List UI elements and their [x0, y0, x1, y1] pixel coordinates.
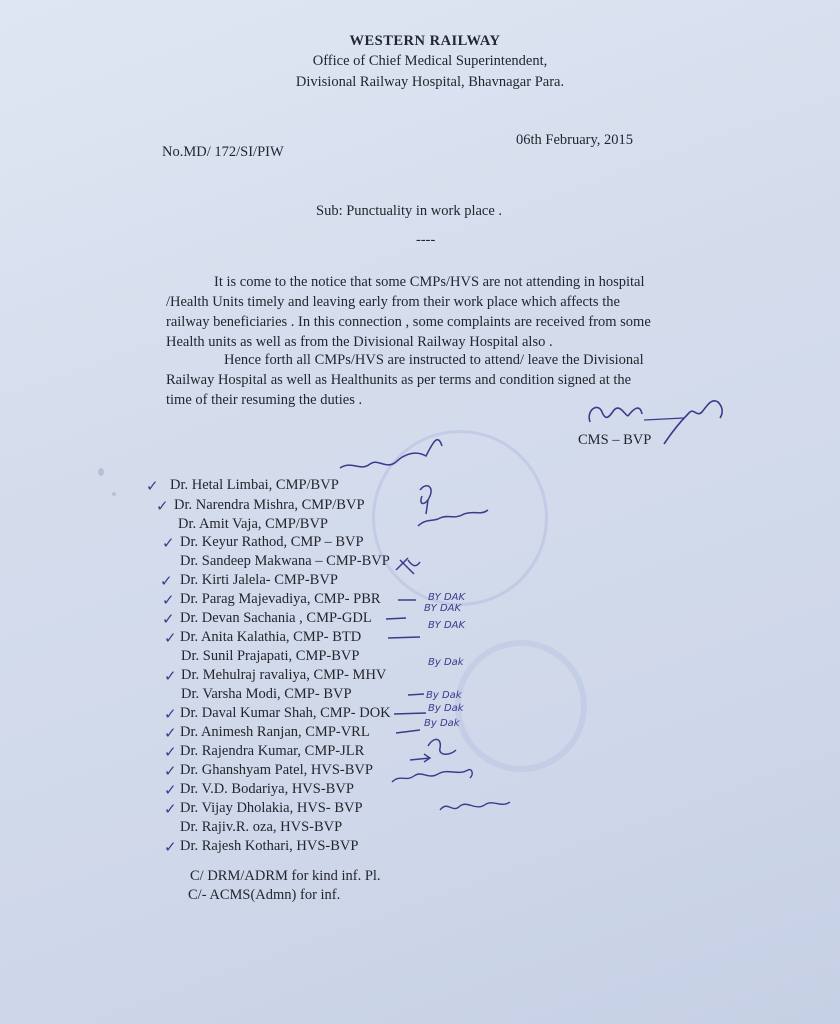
staff-entry: Dr. Varsha Modi, CMP- BVP [181, 686, 352, 702]
tick-mark: ✓ [164, 705, 177, 723]
punch-hole [112, 492, 116, 496]
staff-entry: Dr. Anita Kalathia, CMP- BTD [180, 629, 362, 645]
tick-mark: ✓ [162, 534, 175, 552]
signatory-title: CMS – BVP [578, 432, 652, 448]
tick-mark: ✓ [164, 800, 177, 818]
handwritten-note: By Dak [428, 657, 464, 668]
staff-entry: Dr. Keyur Rathod, CMP – BVP [180, 534, 364, 550]
letter-date: 06th February, 2015 [516, 132, 634, 148]
punch-hole [98, 468, 104, 476]
tick-mark: ✓ [164, 781, 177, 799]
paragraph-line: Hence forth all CMPs/HVS are instructed to attend/ leave the Divisional [224, 352, 644, 368]
tick-mark: ✓ [164, 724, 177, 742]
tick-mark: ✓ [164, 762, 177, 780]
tick-mark: ✓ [160, 572, 173, 590]
paragraph-line: /Health Units timely and leaving early from their work place which affects the [166, 294, 620, 310]
subject-divider: ---- [416, 232, 436, 248]
staff-entry: Dr. Hetal Limbai, CMP/BVP [170, 477, 339, 493]
hospital-name: Divisional Railway Hospital, Bhavnagar Para. [295, 74, 565, 90]
tick-mark: ✓ [164, 629, 177, 647]
staff-entry: Dr. Daval Kumar Shah, CMP- DOK [180, 705, 391, 721]
handwritten-note: By Dak [424, 718, 460, 729]
paragraph-line: time of their resuming the duties . [166, 392, 363, 408]
staff-entry: Dr. Ghanshyam Patel, HVS-BVP [180, 762, 373, 778]
org-name: WESTERN RAILWAY [349, 33, 501, 49]
staff-entry: Dr. Amit Vaja, CMP/BVP [178, 516, 328, 532]
handwritten-note: By Dak [428, 703, 464, 714]
paragraph-line: railway beneficiaries . In this connection , some complaints are received from some [166, 314, 651, 330]
staff-entry: Dr. Devan Sachania , CMP-GDL [180, 610, 372, 626]
tick-mark: ✓ [164, 838, 177, 856]
handwritten-note: BY DAK [428, 592, 466, 603]
staff-entry: Dr. V.D. Bodariya, HVS-BVP [180, 781, 354, 797]
handwritten-note: BY DAK [428, 620, 466, 631]
handwritten-note: BY DAK [424, 603, 462, 614]
staff-signatures [330, 430, 530, 830]
staff-entry: Dr. Sandeep Makwana – CMP-BVP [180, 553, 390, 569]
staff-entry: Dr. Vijay Dholakia, HVS- BVP [180, 800, 363, 816]
staff-entry: Dr. Sunil Prajapati, CMP-BVP [181, 648, 360, 664]
tick-mark: ✓ [156, 497, 169, 515]
office-name: Office of Chief Medical Superintendent, [312, 53, 548, 69]
copy-to-line: C/- ACMS(Admn) for inf. [188, 887, 341, 903]
tick-mark: ✓ [162, 591, 175, 609]
staff-entry: Dr. Rajiv.R. oza, HVS-BVP [180, 819, 343, 835]
staff-entry: Dr. Animesh Ranjan, CMP-VRL [180, 724, 370, 740]
copy-to-line: C/ DRM/ADRM for kind inf. Pl. [190, 868, 381, 884]
tick-mark: ✓ [162, 610, 175, 628]
tick-mark: ✓ [164, 667, 177, 685]
staff-entry: Dr. Rajesh Kothari, HVS-BVP [180, 838, 359, 854]
paragraph-line: It is come to the notice that some CMPs/HVS are not attending in hospital [214, 274, 645, 290]
subject-line: Sub: Punctuality in work place . [316, 203, 503, 219]
handwritten-note: By Dak [426, 690, 462, 701]
staff-entry: Dr. Narendra Mishra, CMP/BVP [174, 497, 365, 513]
tick-mark: ✓ [146, 477, 159, 495]
staff-entry: Dr. Rajendra Kumar, CMP-JLR [180, 743, 365, 759]
body-paragraph-1 [166, 272, 704, 352]
staff-entry: Dr. Parag Majevadiya, CMP- PBR [180, 591, 381, 607]
paragraph-line: Health units as well as from the Divisional Railway Hospital also . [166, 334, 553, 350]
tick-mark: ✓ [164, 743, 177, 761]
staff-entry: Dr. Mehulraj ravaliya, CMP- MHV [181, 667, 387, 683]
reference-number: No.MD/ 172/SI/PIW [162, 144, 284, 160]
staff-entry: Dr. Kirti Jalela- CMP-BVP [180, 572, 338, 588]
paragraph-line: Railway Hospital as well as Healthunits as per terms and condition signed at the [166, 372, 632, 388]
